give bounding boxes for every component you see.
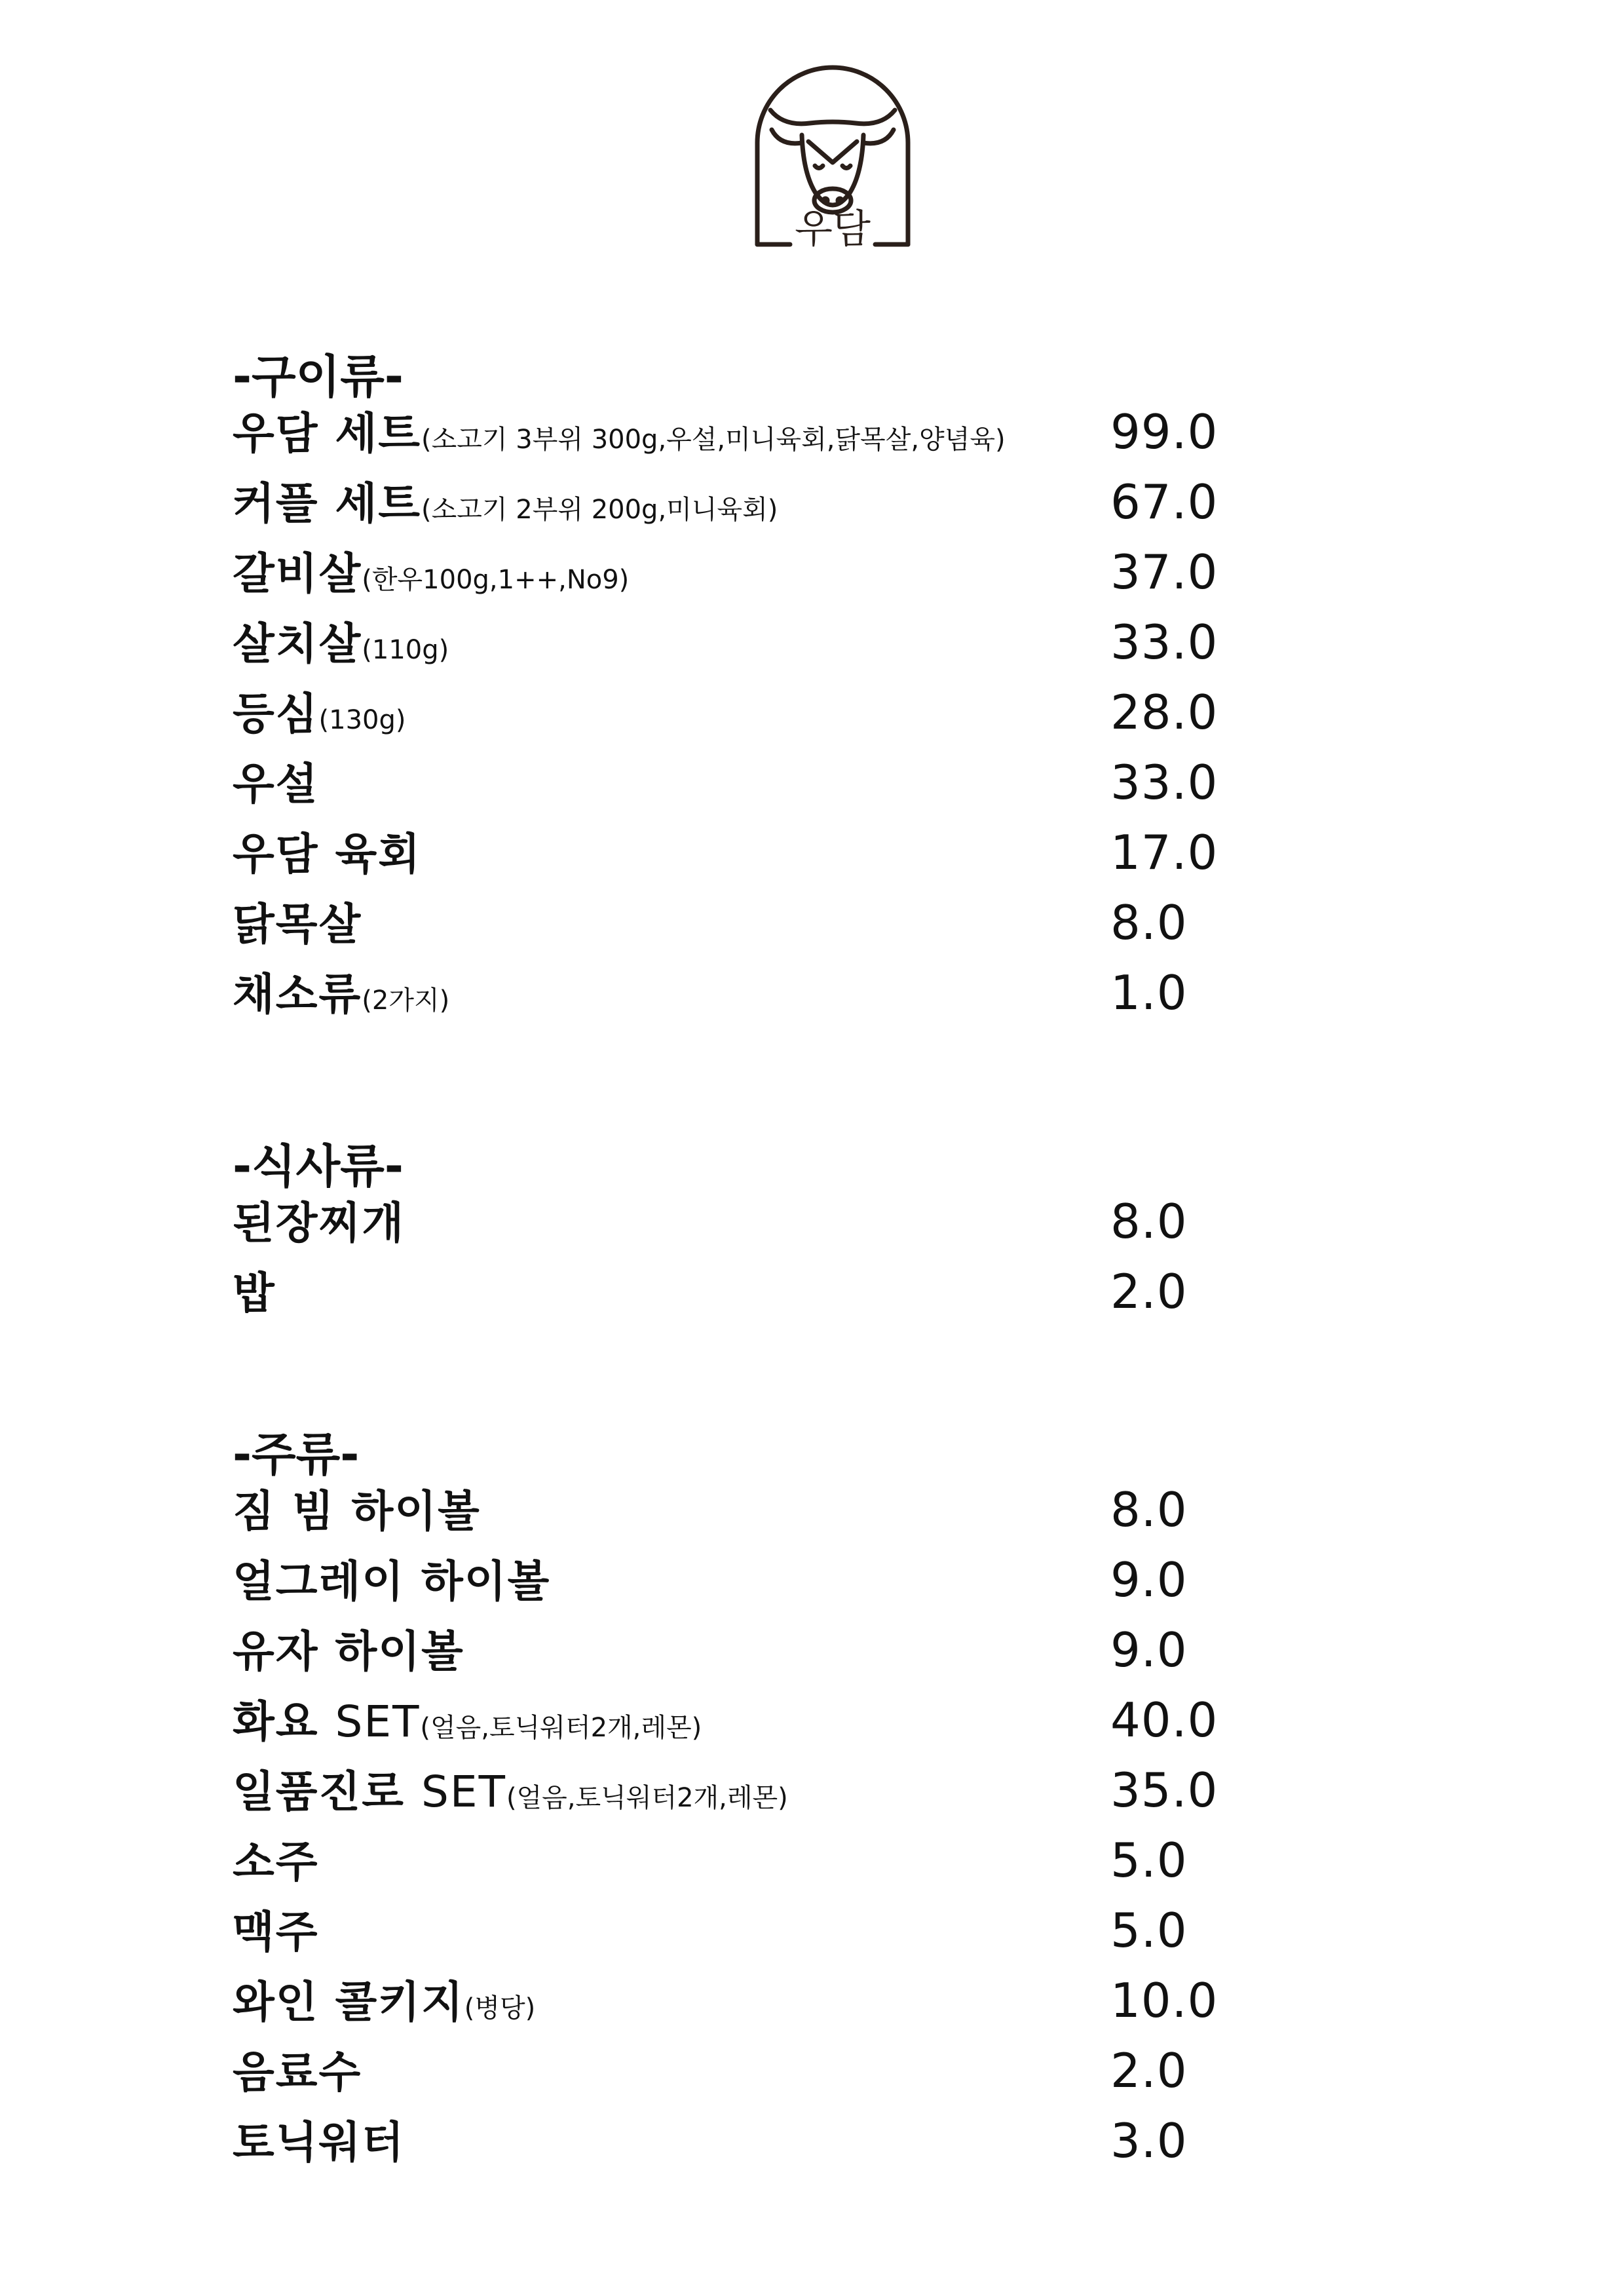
menu-item-price: 40.0 — [1110, 1693, 1218, 1748]
menu-item-row — [233, 537, 1218, 600]
menu-item-price: 67.0 — [1110, 474, 1218, 529]
menu-item-price: 8.0 — [1110, 895, 1188, 950]
menu-item-row — [233, 1755, 1218, 1818]
menu-item-name: 채소류 — [233, 969, 362, 1020]
menu-item-name-group — [233, 2117, 406, 2168]
menu-item-note: (병당) — [464, 1993, 536, 2023]
menu-item-price: 9.0 — [1110, 1552, 1188, 1607]
menu-item-row — [233, 2035, 1215, 2098]
menu-item-price: 9.0 — [1110, 1622, 1188, 1677]
menu-item-name-group — [233, 1977, 536, 2027]
menu-item-note: (110g) — [362, 635, 449, 665]
menu-item-name: 맥주 — [233, 1907, 319, 1957]
menu-item-name: 음료수 — [233, 2047, 362, 2097]
menu-item-name: 우담 육회 — [233, 829, 422, 879]
menu-item-row — [233, 1825, 1215, 1888]
menu-item-name-group — [233, 969, 450, 1020]
menu-item-price: 5.0 — [1110, 1903, 1188, 1958]
menu-item-name-group — [233, 548, 630, 599]
menu-item-name-group — [233, 1268, 276, 1318]
menu-item-note: (소고기 3부위 300g,우설,미니육회,닭목살,양념육) — [421, 425, 1006, 455]
menu-item-note: (한우100g,1++,No9) — [362, 565, 630, 595]
section-title: -주류- — [233, 1428, 360, 1482]
menu-item-note: (2가지) — [362, 985, 450, 1016]
menu-item-note: (130g) — [318, 705, 406, 735]
menu-item-row — [233, 1615, 1215, 1677]
menu-item-name: 살치살 — [233, 619, 362, 669]
menu-item-price: 3.0 — [1110, 2113, 1188, 2168]
menu-item-name-group — [233, 1837, 319, 1887]
menu-item-name: 우설 — [233, 759, 319, 809]
menu-item-name-group — [233, 829, 422, 879]
menu-item-row — [233, 1895, 1215, 1958]
menu-item-row — [233, 467, 1218, 529]
menu-item-name: 된장찌개 — [233, 1198, 406, 1248]
menu-item-price: 1.0 — [1110, 965, 1188, 1020]
menu-item-row — [233, 2105, 1215, 2168]
menu-item-row — [233, 677, 1218, 740]
menu-item-price: 33.0 — [1110, 755, 1218, 810]
menu-item-name: 갈비살 — [233, 548, 362, 599]
menu-item-name: 짐 빔 하이볼 — [233, 1486, 481, 1537]
menu-item-name: 일품진로 — [233, 1767, 422, 1817]
menu-item-name: 유자 하이볼 — [233, 1626, 464, 1677]
menu-item-price: 10.0 — [1110, 1973, 1218, 2028]
brand-name: 우담 — [795, 206, 871, 252]
menu-item-name: 등심 — [233, 689, 319, 739]
menu-item-name-group — [233, 689, 406, 739]
menu-item-price: 37.0 — [1110, 545, 1218, 600]
menu-item-name: 와인 콜키지 — [233, 1977, 464, 2027]
menu-item-set-label: SET — [421, 1767, 506, 1817]
menu-item-price: 8.0 — [1110, 1482, 1188, 1537]
menu-item-row — [233, 817, 1218, 880]
menu-item-name-group — [233, 1696, 702, 1747]
menu-item-row — [233, 1256, 1215, 1319]
menu-item-price: 28.0 — [1110, 685, 1218, 740]
menu-item-price: 17.0 — [1110, 825, 1218, 880]
menu-item-name: 밥 — [233, 1268, 276, 1318]
menu-item-name-group — [233, 408, 1006, 459]
menu-item-name: 닭목살 — [233, 899, 362, 949]
menu-item-name-group — [233, 1198, 406, 1248]
menu-item-name: 우담 세트 — [233, 408, 422, 459]
menu-item-price: 8.0 — [1110, 1194, 1188, 1249]
section-title: -식사류- — [233, 1139, 404, 1193]
menu-item-name: 커플 세트 — [233, 478, 422, 529]
brand-logo — [744, 58, 921, 261]
menu-item-name-group — [233, 1626, 464, 1677]
menu-item-name-group — [233, 1907, 319, 1957]
menu-item-name-group — [233, 899, 362, 949]
menu-item-note: (얼음,토닉워터2개,레몬) — [506, 1783, 788, 1813]
menu-item-row — [233, 607, 1218, 670]
menu-item-price: 2.0 — [1110, 1264, 1188, 1319]
menu-item-name: 소주 — [233, 1837, 319, 1887]
menu-item-name-group — [233, 619, 449, 669]
menu-item-row — [233, 1685, 1218, 1748]
section-title: -구이류- — [233, 350, 404, 404]
menu-item-name: 화요 — [233, 1696, 335, 1747]
menu-item-name-group — [233, 1767, 788, 1817]
menu-item-name-group — [233, 1556, 551, 1607]
menu-item-row — [233, 1186, 1215, 1249]
menu-item-name-group — [233, 478, 778, 529]
menu-item-price: 2.0 — [1110, 2043, 1188, 2098]
menu-item-price: 99.0 — [1110, 404, 1218, 459]
menu-item-row — [233, 887, 1215, 950]
menu-item-row — [233, 957, 1215, 1020]
menu-item-name-group — [233, 2047, 362, 2097]
menu-item-name-group — [233, 1486, 481, 1537]
menu-item-name: 얼그레이 하이볼 — [233, 1556, 551, 1607]
menu-item-note: (소고기 2부위 200g,미니육회) — [421, 495, 778, 525]
menu-item-row — [233, 1474, 1215, 1537]
menu-item-name-group — [233, 759, 319, 809]
menu-item-price: 35.0 — [1110, 1763, 1218, 1818]
menu-item-row — [233, 1544, 1215, 1607]
menu-item-price: 5.0 — [1110, 1833, 1188, 1888]
menu-item-row — [233, 396, 1218, 459]
menu-item-row — [233, 747, 1218, 810]
menu-item-set-label: SET — [335, 1696, 421, 1747]
menu-item-name: 토닉워터 — [233, 2117, 406, 2168]
menu-item-note: (얼음,토닉워터2개,레몬) — [420, 1713, 702, 1743]
menu-item-price: 33.0 — [1110, 615, 1218, 670]
menu-item-row — [233, 1965, 1218, 2028]
